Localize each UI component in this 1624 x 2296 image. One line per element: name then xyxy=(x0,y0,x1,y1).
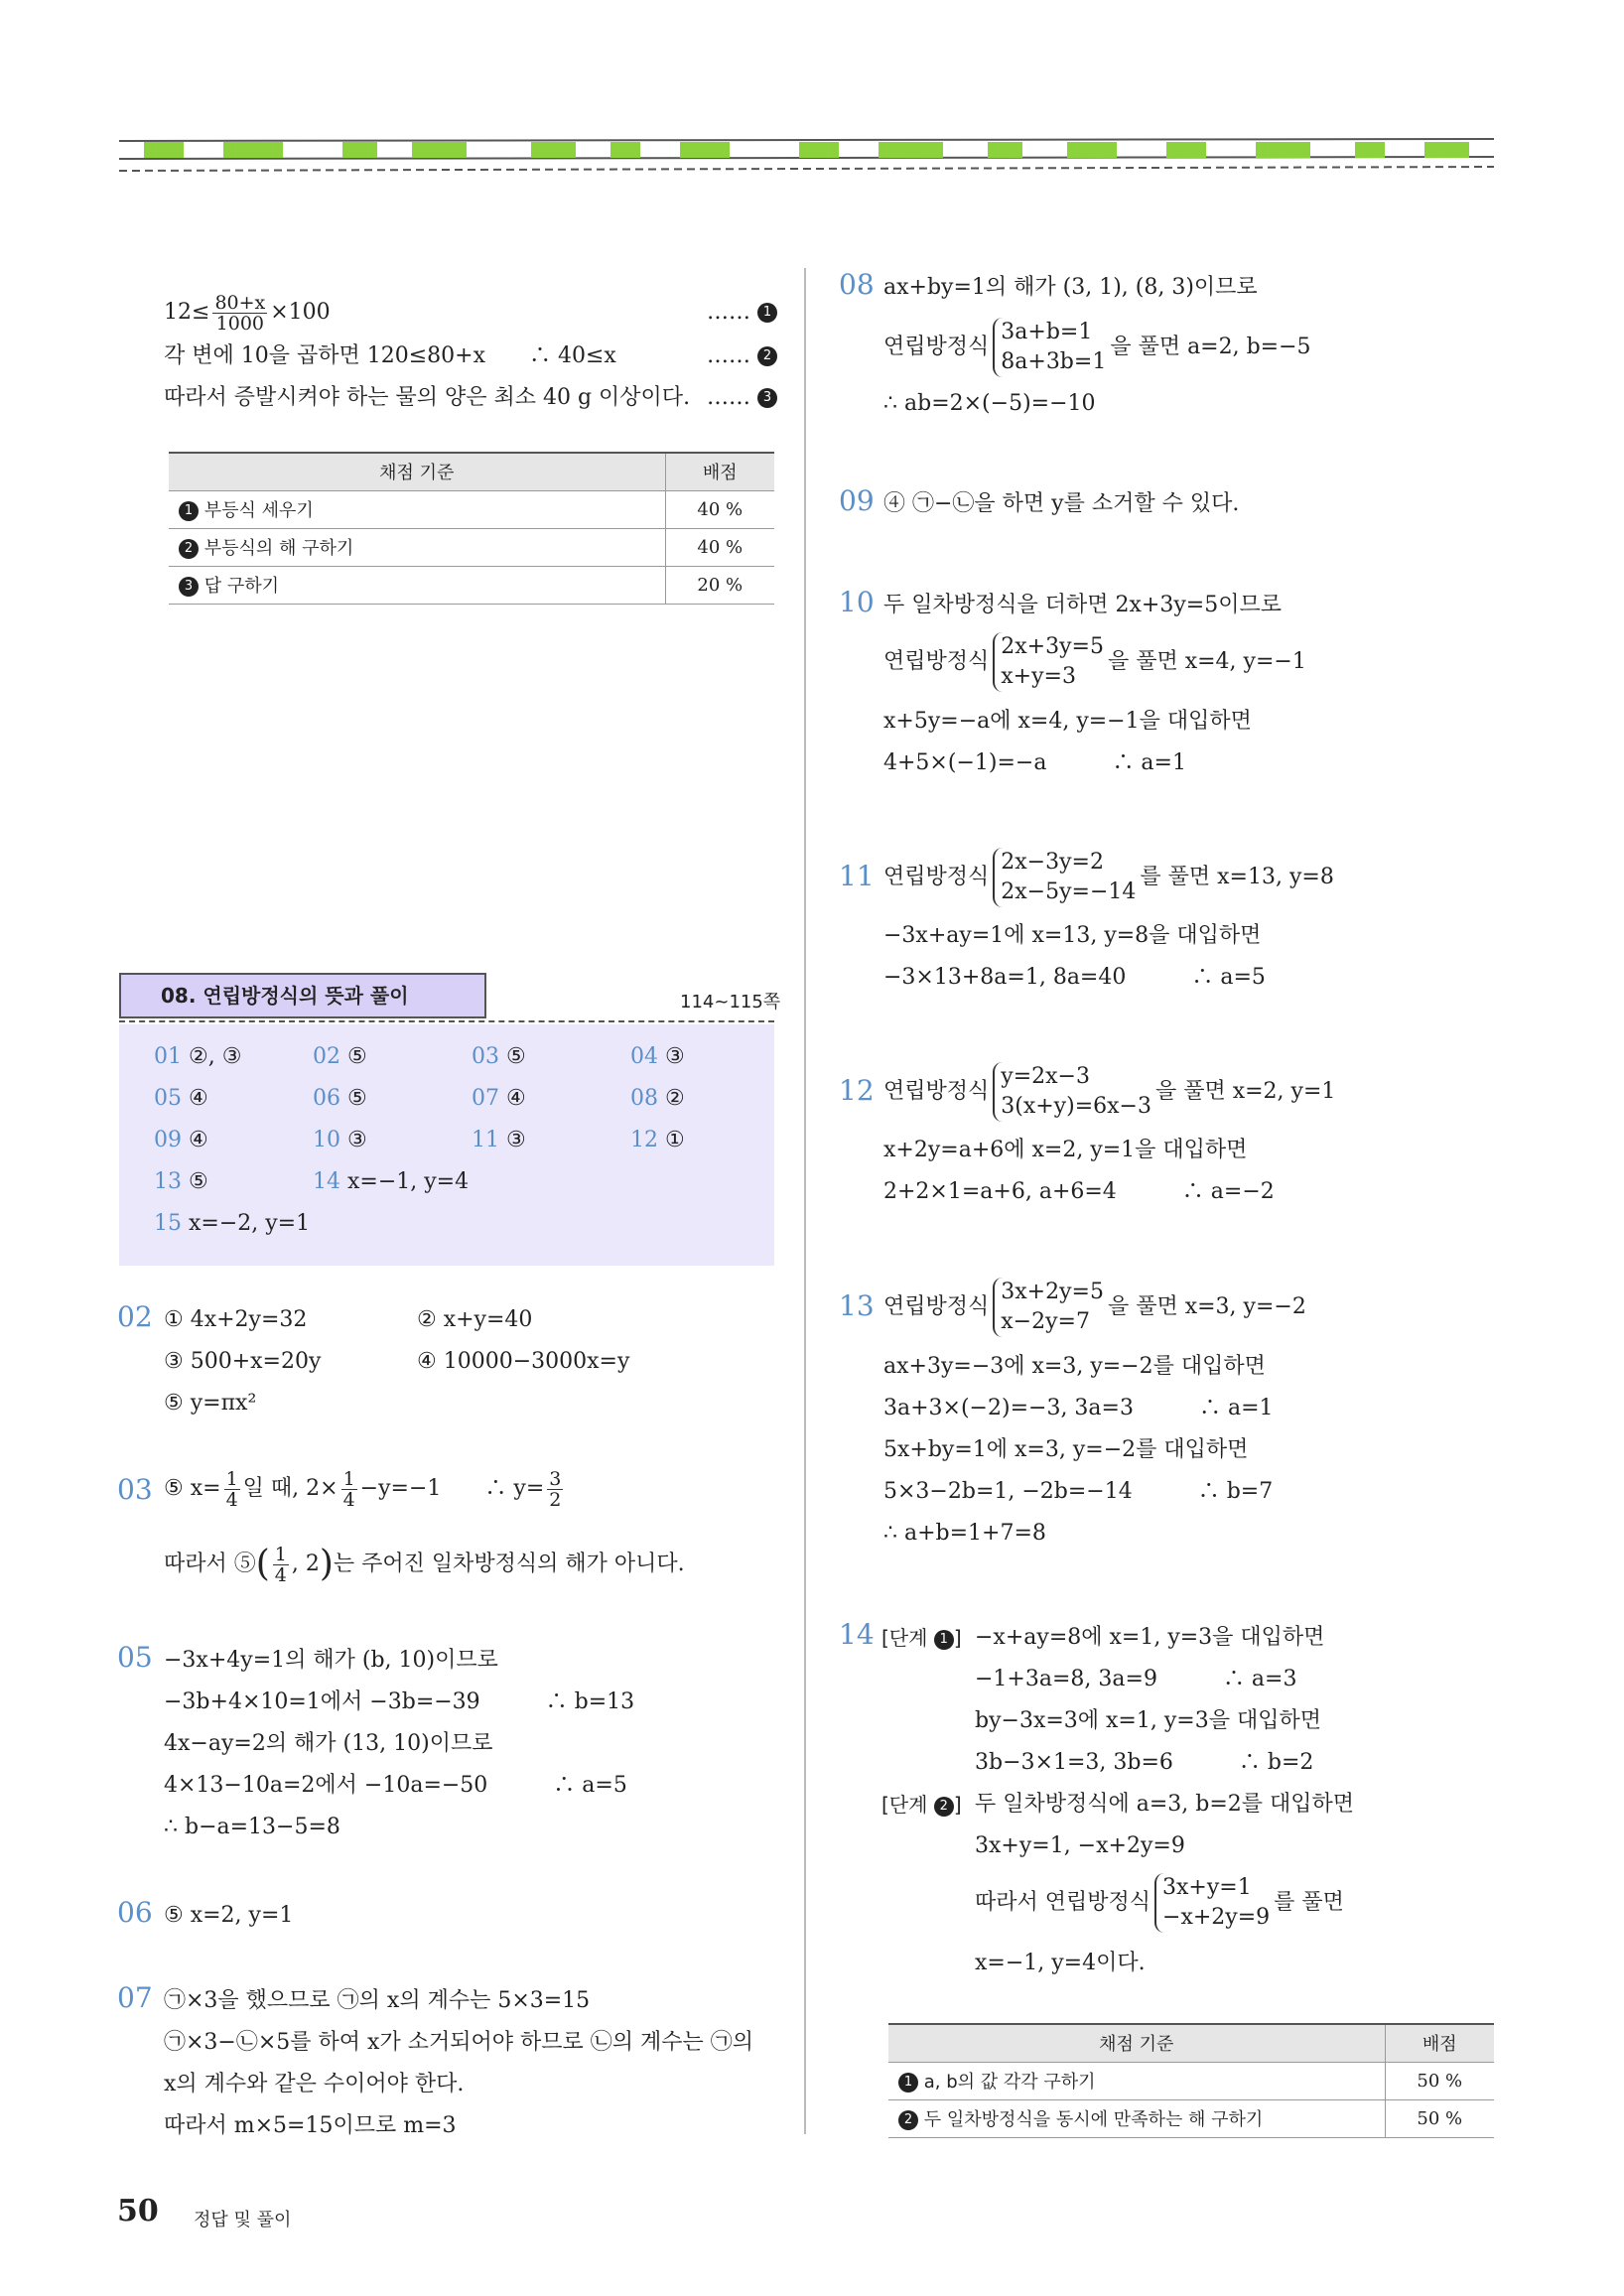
dots-1: …… 1 xyxy=(707,298,777,328)
q14-step2: [단계 2 ] xyxy=(881,1793,962,1817)
q05-line4: 4×13−10a=2에서 −10a=−50 ∴ a=5 xyxy=(164,1773,627,1798)
q02-number: 02 xyxy=(117,1300,153,1333)
q08-system: 연립방정식 3a+b=1 8a+3b=1 을 풀면 a=2, b=−5 xyxy=(883,316,1311,379)
q02-row1b: ② x+y=40 xyxy=(417,1307,533,1332)
q13-system: 연립방정식 3x+2y=5 x−2y=7 을 풀면 x=3, y=−2 xyxy=(883,1276,1306,1339)
q14-line1: −x+ay=8에 x=1, y=3을 대입하면 xyxy=(975,1625,1325,1650)
page-number: 50 xyxy=(117,2194,159,2228)
q11-line3: −3×13+8a=1, 8a=40 ∴ a=5 xyxy=(883,965,1266,990)
answer-04: 04 ③ xyxy=(630,1044,685,1069)
section-pages: 114~115쪽 xyxy=(680,992,781,1013)
q10-number: 10 xyxy=(839,586,875,618)
q14-number: 14 xyxy=(839,1618,875,1651)
q07-number: 07 xyxy=(117,1981,153,2014)
q10-line4: 4+5×(−1)=−a ∴ a=1 xyxy=(883,750,1186,775)
dots-2: …… 2 xyxy=(707,341,777,371)
q13-line6: ∴ a+b=1+7=8 xyxy=(883,1521,1046,1546)
q10-line3: x+5y=−a에 x=4, y=−1을 대입하면 xyxy=(883,709,1252,734)
q12-line3: 2+2×1=a+6, a+6=4 ∴ a=−2 xyxy=(883,1179,1275,1204)
table-row: 3 답 구하기 20 % xyxy=(169,566,774,604)
q06-number: 06 xyxy=(117,1896,153,1929)
q05-line1: −3x+4y=1의 해가 (b, 10)이므로 xyxy=(164,1648,498,1673)
answer-02: 02 ⑤ xyxy=(313,1044,367,1069)
q13-line3: 3a+3×(−2)=−3, 3a=3 ∴ a=1 xyxy=(883,1396,1274,1420)
q14-line3: by−3x=3에 x=1, y=3을 대입하면 xyxy=(975,1708,1321,1733)
q13-line2: ax+3y=−3에 x=3, y=−2를 대입하면 xyxy=(883,1354,1266,1379)
answer-12: 12 ① xyxy=(630,1128,685,1152)
q09-number: 09 xyxy=(839,484,875,517)
q02-row3: ⑤ y=πx² xyxy=(164,1391,257,1416)
left-line-3: 따라서 증발시켜야 하는 물의 양은 최소 40 g 이상이다. xyxy=(164,385,691,410)
q08-number: 08 xyxy=(839,268,875,301)
q05-line2: −3b+4×10=1에서 −3b=−39 ∴ b=13 xyxy=(164,1689,635,1714)
table-row: 2 두 일차방정식을 동시에 만족하는 해 구하기 50 % xyxy=(888,2099,1494,2137)
q14-step1: [단계 1 ] xyxy=(881,1626,962,1650)
q12-line2: x+2y=a+6에 x=2, y=1을 대입하면 xyxy=(883,1138,1248,1162)
q14-line2: −1+3a=8, 3a=9 ∴ a=3 xyxy=(975,1667,1297,1691)
answer-03: 03 ⑤ xyxy=(472,1044,526,1069)
answer-13: 13 ⑤ xyxy=(154,1169,208,1194)
q08-line3: ∴ ab=2×(−5)=−10 xyxy=(883,391,1096,416)
answer-09: 09 ④ xyxy=(154,1128,208,1152)
q14-system: 따라서 연립방정식 3x+y=1 −x+2y=9 를 풀면 xyxy=(975,1871,1344,1935)
q14-line5: 두 일차방정식에 a=3, b=2를 대입하면 xyxy=(975,1792,1355,1817)
q07-line4: 따라서 m×5=15이므로 m=3 xyxy=(164,2113,457,2138)
answer-05: 05 ④ xyxy=(154,1086,208,1111)
q02-row2a: ③ 500+x=20y xyxy=(164,1349,322,1374)
q11-number: 11 xyxy=(839,860,875,892)
left-line-2: 각 변에 10을 곱하면 120≤80+x ∴ 40≤x xyxy=(164,343,616,368)
q07-line3: x의 계수와 같은 수이어야 한다. xyxy=(164,2072,465,2096)
q05-line5: ∴ b−a=13−5=8 xyxy=(164,1815,340,1839)
q09-line1: ④ ㉠−㉡을 하면 y를 소거할 수 있다. xyxy=(883,491,1240,516)
q05-number: 05 xyxy=(117,1641,153,1674)
scoring-table-1: 채점 기준 배점 1 부등식 세우기 40 % 2 부등식의 해 구하기 40 % 3 답 구하기 20 % xyxy=(169,452,774,605)
q14-line4: 3b−3×1=3, 3b=6 ∴ b=2 xyxy=(975,1750,1314,1775)
q08-line1: ax+by=1의 해가 (3, 1), (8, 3)이므로 xyxy=(883,275,1258,300)
left-line-1: 12≤ $\frac{80+x}{1000}$ ×100 xyxy=(164,291,331,335)
q05-line3: 4x−ay=2의 해가 (13, 10)이므로 xyxy=(164,1731,493,1756)
q11-line2: −3x+ay=1에 x=13, y=8을 대입하면 xyxy=(883,923,1262,948)
q07-line1: ㉠×3을 했으므로 ㉠의 x의 계수는 5×3=15 xyxy=(164,1988,591,2013)
header-decoration xyxy=(114,129,1504,179)
q13-line4: 5x+by=1에 x=3, y=−2를 대입하면 xyxy=(883,1437,1249,1462)
column-divider xyxy=(804,268,806,2134)
section-dash xyxy=(119,1020,774,1022)
q11-system: 연립방정식 2x−3y=2 2x−5y=−14 를 풀면 x=13, y=8 xyxy=(883,846,1334,909)
answer-15: 15 x=−2, y=1 xyxy=(154,1211,311,1236)
q14-line6: 3x+y=1, −x+2y=9 xyxy=(975,1833,1185,1858)
q12-system: 연립방정식 y=2x−3 3(x+y)=6x−3 을 풀면 x=2, y=1 xyxy=(883,1060,1335,1124)
q02-row1a: ① 4x+2y=32 xyxy=(164,1307,308,1332)
scoring-table-2: 채점 기준 배점 1 a, b의 값 각각 구하기 50 % 2 두 일차방정식을 동시에 만족하는 해 구하기 50 % xyxy=(888,2023,1494,2138)
answer-01: 01 ②, ③ xyxy=(154,1044,242,1069)
q03-number: 03 xyxy=(117,1473,153,1506)
q13-number: 13 xyxy=(839,1289,875,1322)
q13-line5: 5×3−2b=1, −2b=−14 ∴ b=7 xyxy=(883,1479,1274,1504)
q03-line2: 따라서 ⑤( $\frac{1}{4}$ , 2)는 주어진 일차방정식의 해가 아니다. xyxy=(164,1543,685,1586)
answer-08: 08 ② xyxy=(630,1086,685,1111)
answer-11: 11 ③ xyxy=(472,1128,526,1152)
table-row: 2 부등식의 해 구하기 40 % xyxy=(169,528,774,566)
footer-label: 정답 및 풀이 xyxy=(194,2210,292,2230)
table-row: 1 부등식 세우기 40 % xyxy=(169,490,774,528)
section-title: 08. 연립방정식의 뜻과 풀이 xyxy=(119,973,486,1018)
q12-number: 12 xyxy=(839,1074,875,1107)
answer-07: 07 ④ xyxy=(472,1086,526,1111)
dots-3: …… 3 xyxy=(707,383,777,413)
q06-line1: ⑤ x=2, y=1 xyxy=(164,1903,294,1928)
q07-line2: ㉠×3−㉡×5를 하여 x가 소거되어야 하므로 ㉡의 계수는 ㉠의 xyxy=(164,2030,753,2055)
table-row: 1 a, b의 값 각각 구하기 50 % xyxy=(888,2062,1494,2099)
answer-14: 14 x=−1, y=4 xyxy=(313,1169,470,1194)
q10-system: 연립방정식 2x+3y=5 x+y=3 을 풀면 x=4, y=−1 xyxy=(883,630,1306,694)
q10-line1: 두 일차방정식을 더하면 2x+3y=5이므로 xyxy=(883,593,1282,617)
answer-06: 06 ⑤ xyxy=(313,1086,367,1111)
q14-line8: x=−1, y=4이다. xyxy=(975,1951,1146,1975)
q03-line1: ⑤ x= $\frac{1}{4}$ 일 때, 2× $\frac{1}{4}$ −y=−1 ∴ y= $\frac{3}{2}$ xyxy=(164,1467,562,1511)
q02-row2b: ④ 10000−3000x=y xyxy=(417,1349,630,1374)
answer-10: 10 ③ xyxy=(313,1128,367,1152)
